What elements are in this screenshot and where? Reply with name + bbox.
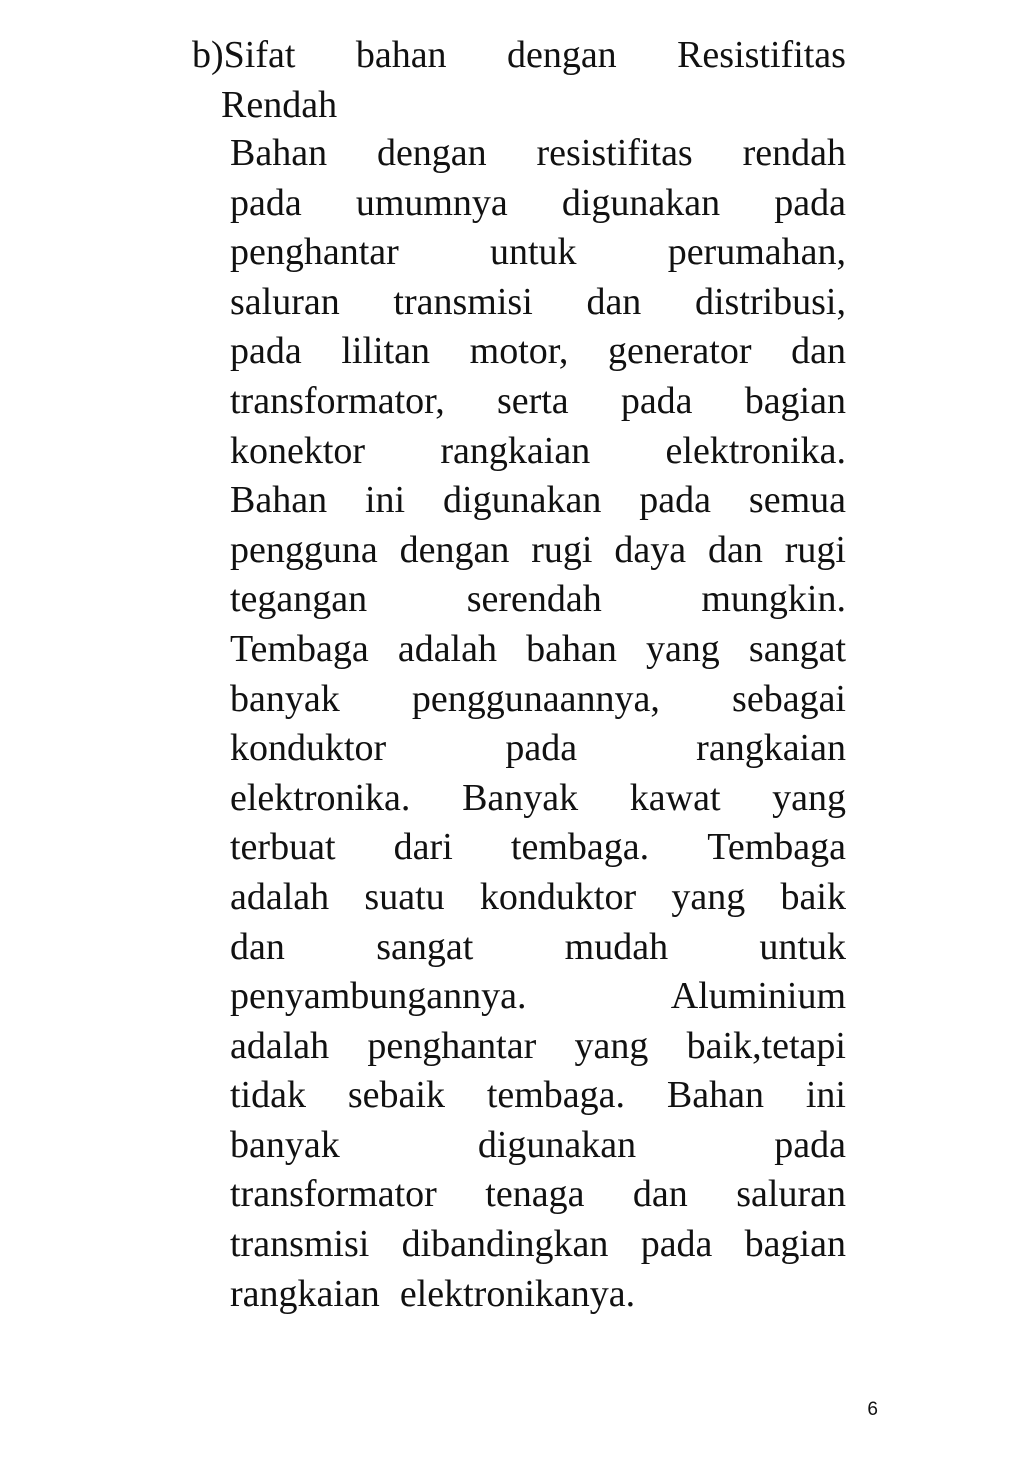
paragraph-word: digunakan [443,479,602,522]
paragraph-word: pada [505,727,578,770]
paragraph-word: sebagai [732,677,846,720]
paragraph-word: umumnya [355,181,508,224]
paragraph-line [230,129,846,179]
paragraph-word: transformator [230,1173,437,1216]
paragraph-word: bagian [744,379,846,422]
paragraph-line [230,724,846,774]
paragraph-word: perumahan, [667,231,846,274]
paragraph-word: adalah [397,627,497,670]
paragraph-word: rangkaian [230,1272,380,1315]
paragraph-word: dengan [376,132,487,174]
paragraph-word: ini [805,1074,846,1117]
paragraph-word: untuk [759,925,846,968]
paragraph-word: dan [791,330,846,373]
heading-word: b)Sifat [192,34,296,76]
paragraph-word: dan [707,528,763,571]
paragraph-word: Banyak [462,776,579,819]
paragraph-word: tembaga. [486,1074,626,1117]
paragraph-line [230,1220,846,1270]
paragraph-word: konduktor [230,727,387,770]
paragraph-word: dan [230,925,285,968]
paragraph-word: tembaga. [510,826,650,869]
paragraph-word: tidak [230,1074,306,1117]
paragraph-word: bahan [526,627,617,670]
paragraph-word: Bahan [230,479,328,522]
paragraph-word: adalah [230,875,330,918]
paragraph-line [230,1170,846,1220]
paragraph-word: digunakan [477,1123,637,1166]
section-heading-line-2: Rendah [221,84,338,126]
paragraph-line [230,526,846,576]
paragraph-word: transmisi [393,280,533,323]
heading-word: Resistifitas [677,34,846,76]
paragraph-word: saluran [736,1173,846,1216]
paragraph-word: baik [780,875,846,918]
section-heading [192,30,846,130]
paragraph-line [230,823,846,873]
paragraph-word: dan [632,1173,688,1216]
paragraph-word: mungkin. [701,578,846,621]
paragraph-line [230,327,846,377]
paragraph-word: pada [774,1123,846,1166]
heading-word: bahan [355,34,447,76]
paragraph-line [230,1121,846,1171]
paragraph-line [230,1022,846,1072]
paragraph-word: sebaik [347,1074,445,1117]
paragraph-word: tenaga [485,1173,585,1216]
section-heading-line-1 [192,30,846,80]
paragraph-word: pengguna [230,528,378,571]
paragraph-word: elektronikanya. [399,1272,636,1315]
paragraph-word: suatu [364,875,445,918]
paragraph-line [230,278,846,328]
paragraph-word: penghantar [367,1024,537,1067]
paragraph-word: penyambungannya. [230,975,527,1018]
paragraph-word: untuk [489,231,577,274]
paragraph-line [230,179,846,229]
paragraph-word: pada [774,181,846,224]
paragraph-word: konektor [230,429,366,472]
paragraph-word: rangkaian [440,429,591,472]
paragraph-line [230,1071,846,1121]
paragraph-word: penghantar [230,231,399,274]
paragraph-word: konduktor [479,875,637,918]
paragraph-line [230,675,846,725]
paragraph-word: distribusi, [695,280,846,323]
paragraph-line [230,575,846,625]
paragraph-word: transmisi [230,1223,370,1266]
paragraph-line [230,427,846,477]
paragraph-word: banyak [230,677,340,720]
paragraph-line [230,625,846,675]
paragraph-word: dan [586,280,642,323]
paragraph-word: rugi [531,528,593,571]
paragraph-word: pada [230,330,302,373]
paragraph-word: penggunaannya, [411,677,660,720]
body-paragraph [230,129,846,1319]
paragraph-word: sangat [748,627,846,670]
paragraph-word: pada [230,181,302,224]
paragraph-word: Aluminium [670,975,846,1018]
paragraph-word: saluran [230,280,340,323]
paragraph-line [230,873,846,923]
paragraph-word: pada [640,1223,713,1266]
paragraph-word: ini [365,479,406,522]
paragraph-word: terbuat [230,826,336,869]
paragraph-word: tegangan [230,578,368,621]
paragraph-word: dari [393,826,453,869]
paragraph-word: dibandingkan [401,1223,609,1266]
paragraph-word: banyak [230,1123,340,1166]
paragraph-line [230,228,846,278]
paragraph-word: transformator, [230,379,445,422]
paragraph-word: rugi [784,528,846,571]
paragraph-word: elektronika. [230,776,411,819]
paragraph-line [230,774,846,824]
paragraph-word: Tembaga [230,627,369,670]
paragraph-word: elektronika. [665,429,846,472]
paragraph-line [230,377,846,427]
paragraph-word: dengan [399,528,510,571]
paragraph-word: adalah [230,1024,330,1067]
heading-word: dengan [506,34,617,76]
paragraph-word: lilitan [341,330,431,373]
paragraph-word: yang [772,776,846,819]
paragraph-word: rangkaian [696,727,846,770]
paragraph-word: motor, [469,330,569,373]
paragraph-word: serendah [466,578,602,621]
paragraph-line [230,972,846,1022]
paragraph-word: yang [645,627,720,670]
paragraph-word: Bahan [230,132,328,174]
paragraph-word: sangat [376,925,474,968]
paragraph-word: rendah [742,132,846,174]
page-number: 6 [867,1399,878,1420]
paragraph-word: Bahan [666,1074,764,1117]
paragraph-line [230,923,846,973]
paragraph-word: daya [614,528,687,571]
paragraph-line [230,476,846,526]
paragraph-word: resistifitas [536,132,693,174]
paragraph-line [230,1270,846,1320]
paragraph-word: Tembaga [707,826,846,869]
paragraph-word: mudah [564,925,669,968]
paragraph-word: yang [671,875,746,918]
paragraph-word: digunakan [561,181,721,224]
paragraph-word: yang [574,1024,649,1067]
paragraph-word: serta [496,379,569,422]
paragraph-word: kawat [629,776,721,819]
paragraph-word: baik,tetapi [686,1024,846,1067]
paragraph-word: pada [639,479,711,522]
paragraph-word: generator [608,330,752,373]
paragraph-word: pada [620,379,693,422]
paragraph-word: bagian [744,1223,846,1266]
paragraph-word: semua [748,479,846,522]
